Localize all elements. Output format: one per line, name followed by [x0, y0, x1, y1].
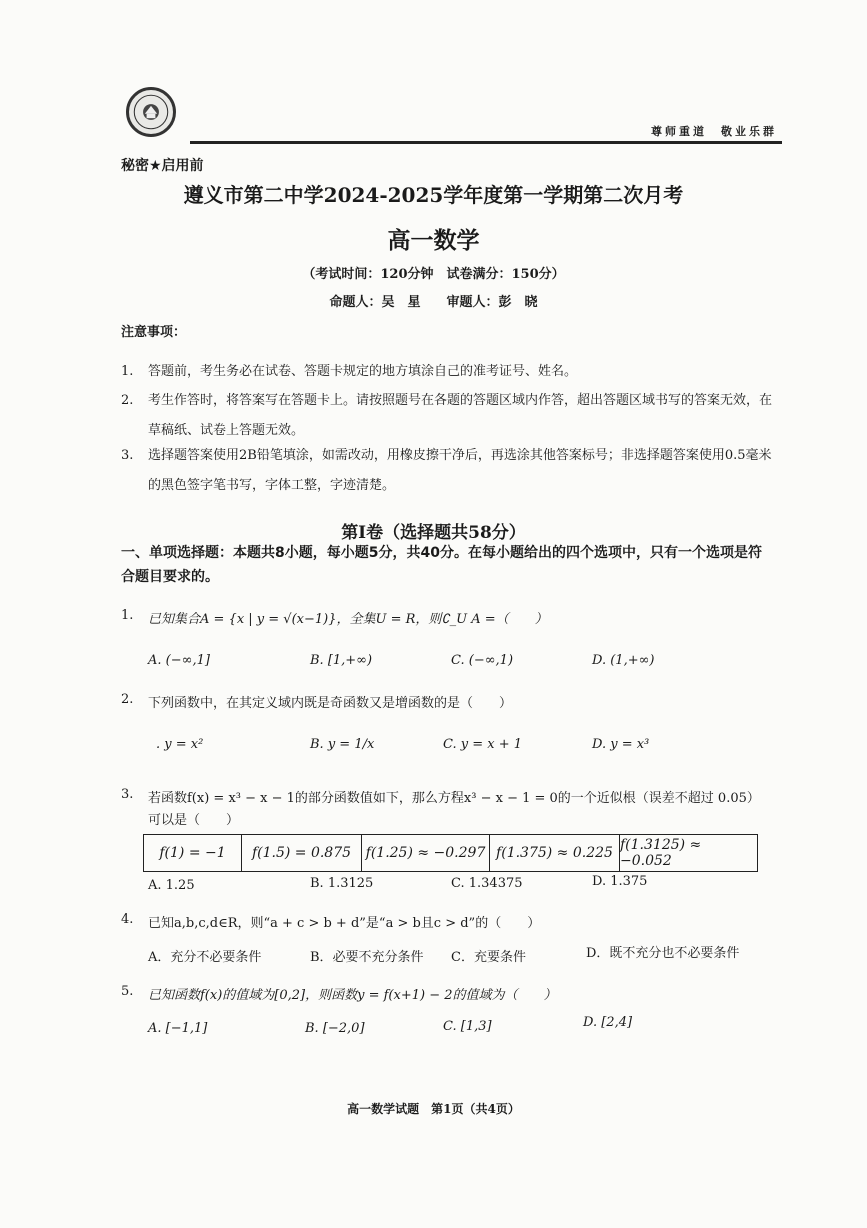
option-a: A．充分不必要条件 — [148, 950, 262, 965]
option-b: B. y = 1/x — [310, 737, 375, 752]
question-stem: 下列函数中，在其定义域内既是奇函数又是增函数的是（ ） — [148, 696, 513, 711]
exam-title: 遵义市第二中学2024-2025学年度第一学期第二次月考 — [183, 183, 684, 207]
question-number: 1. — [121, 608, 134, 623]
option-c: C. [1,3] — [443, 1019, 492, 1034]
table-cell: f(1) = −1 — [144, 835, 242, 871]
table-cell: f(1.3125) ≈ −0.052 — [620, 837, 702, 869]
seal-icon — [129, 90, 173, 134]
option-d: D. (1,+∞) — [592, 653, 655, 668]
header-motto: 尊师重道 敬业乐群 — [651, 125, 777, 138]
option-a: A. (−∞,1] — [148, 653, 210, 668]
notice-item — [121, 441, 771, 501]
question-stem-continued: 可以是（ ） — [148, 813, 240, 828]
option-d: D. 1.375 — [592, 874, 648, 889]
page-footer: 高一数学试题 第1页（共4页） — [347, 1102, 520, 1116]
option-c: C. 1.34375 — [451, 876, 523, 891]
question-number: 3. — [121, 787, 134, 802]
notice-heading: 注意事项： — [121, 325, 187, 340]
option-b: B．必要不充分条件 — [310, 950, 424, 965]
header-divider — [190, 141, 782, 144]
question-number: 4. — [121, 912, 134, 927]
question-number: 5. — [121, 984, 134, 999]
notice-text: 考生作答时，将答案写在答题卡上。请按照题号在各题的答题区域内作答，超出答题区域书写的答案无效，在草稿纸、试卷上答题无效。 — [148, 393, 773, 438]
notice-text: 答题前，考生务必在试卷、答题卡规定的地方填涂自己的准考证号、姓名。 — [148, 364, 578, 379]
option-a: . y = x² — [156, 737, 204, 752]
exam-info: （考试时间：120分钟 试卷满分：150分） — [302, 267, 565, 282]
question-stem: 若函数f(x) = x³ − x − 1的部分函数值如下，那么方程x³ − x − 1 = 0的一个近似根（误差不超过 0.05） — [148, 791, 760, 806]
notice-item — [121, 357, 771, 387]
option-c: C. (−∞,1) — [451, 653, 514, 668]
section-title: 第Ⅰ卷（选择题共58分） — [341, 523, 526, 543]
notice-number: 2. — [121, 393, 134, 408]
option-a: A. [−1,1] — [148, 1021, 208, 1036]
notice-number: 3. — [121, 448, 134, 463]
option-d: D. y = x³ — [592, 737, 650, 752]
notice-number: 1. — [121, 364, 134, 379]
school-seal-logo — [126, 87, 176, 137]
question-stem: 已知函数f(x)的值域为[0,2]，则函数y = f(x+1) − 2的值域为（ ） — [148, 988, 557, 1003]
question-stem: 已知a,b,c,d∈R，则“a + c > b + d”是“a > b且c > d”的（ ） — [148, 916, 541, 931]
function-value-table — [143, 834, 758, 872]
option-c: C. y = x + 1 — [443, 737, 523, 752]
exam-authors: 命题人：吴 星 审题人：彭 晓 — [329, 295, 538, 310]
exam-subject: 高一数学 — [387, 228, 480, 254]
option-c: C．充要条件 — [451, 950, 526, 965]
option-b: B. 1.3125 — [310, 876, 374, 891]
option-d: D. [2,4] — [583, 1015, 633, 1030]
table-cell: f(1.5) = 0.875 — [242, 835, 362, 871]
table-cell: f(1.375) ≈ 0.225 — [490, 835, 620, 871]
notice-text: 选择题答案使用2B铅笔填涂，如需改动，用橡皮擦干净后，再选涂其他答案标号；非选择题答案使用0.5毫米的黑色签字笔书写，字体工整，字迹清楚。 — [148, 448, 772, 493]
option-b: B. [−2,0] — [305, 1021, 365, 1036]
confidential-label: 秘密★启用前 — [121, 158, 204, 174]
notice-item — [121, 386, 771, 446]
option-a: A. 1.25 — [148, 878, 195, 893]
question-stem: 已知集合A = {x | y = √(x−1)}，全集U = R，则∁_U A =（ ） — [148, 612, 548, 627]
option-d: D．既不充分也不必要条件 — [586, 946, 740, 961]
table-cell: f(1.25) ≈ −0.297 — [362, 835, 490, 871]
option-b: B. [1,+∞) — [310, 653, 373, 668]
question-number: 2. — [121, 692, 134, 707]
section-description: 一、单项选择题：本题共8小题，每小题5分，共40分。在每小题给出的四个选项中，只有一个选项是符合题目要求的。 — [121, 545, 762, 585]
